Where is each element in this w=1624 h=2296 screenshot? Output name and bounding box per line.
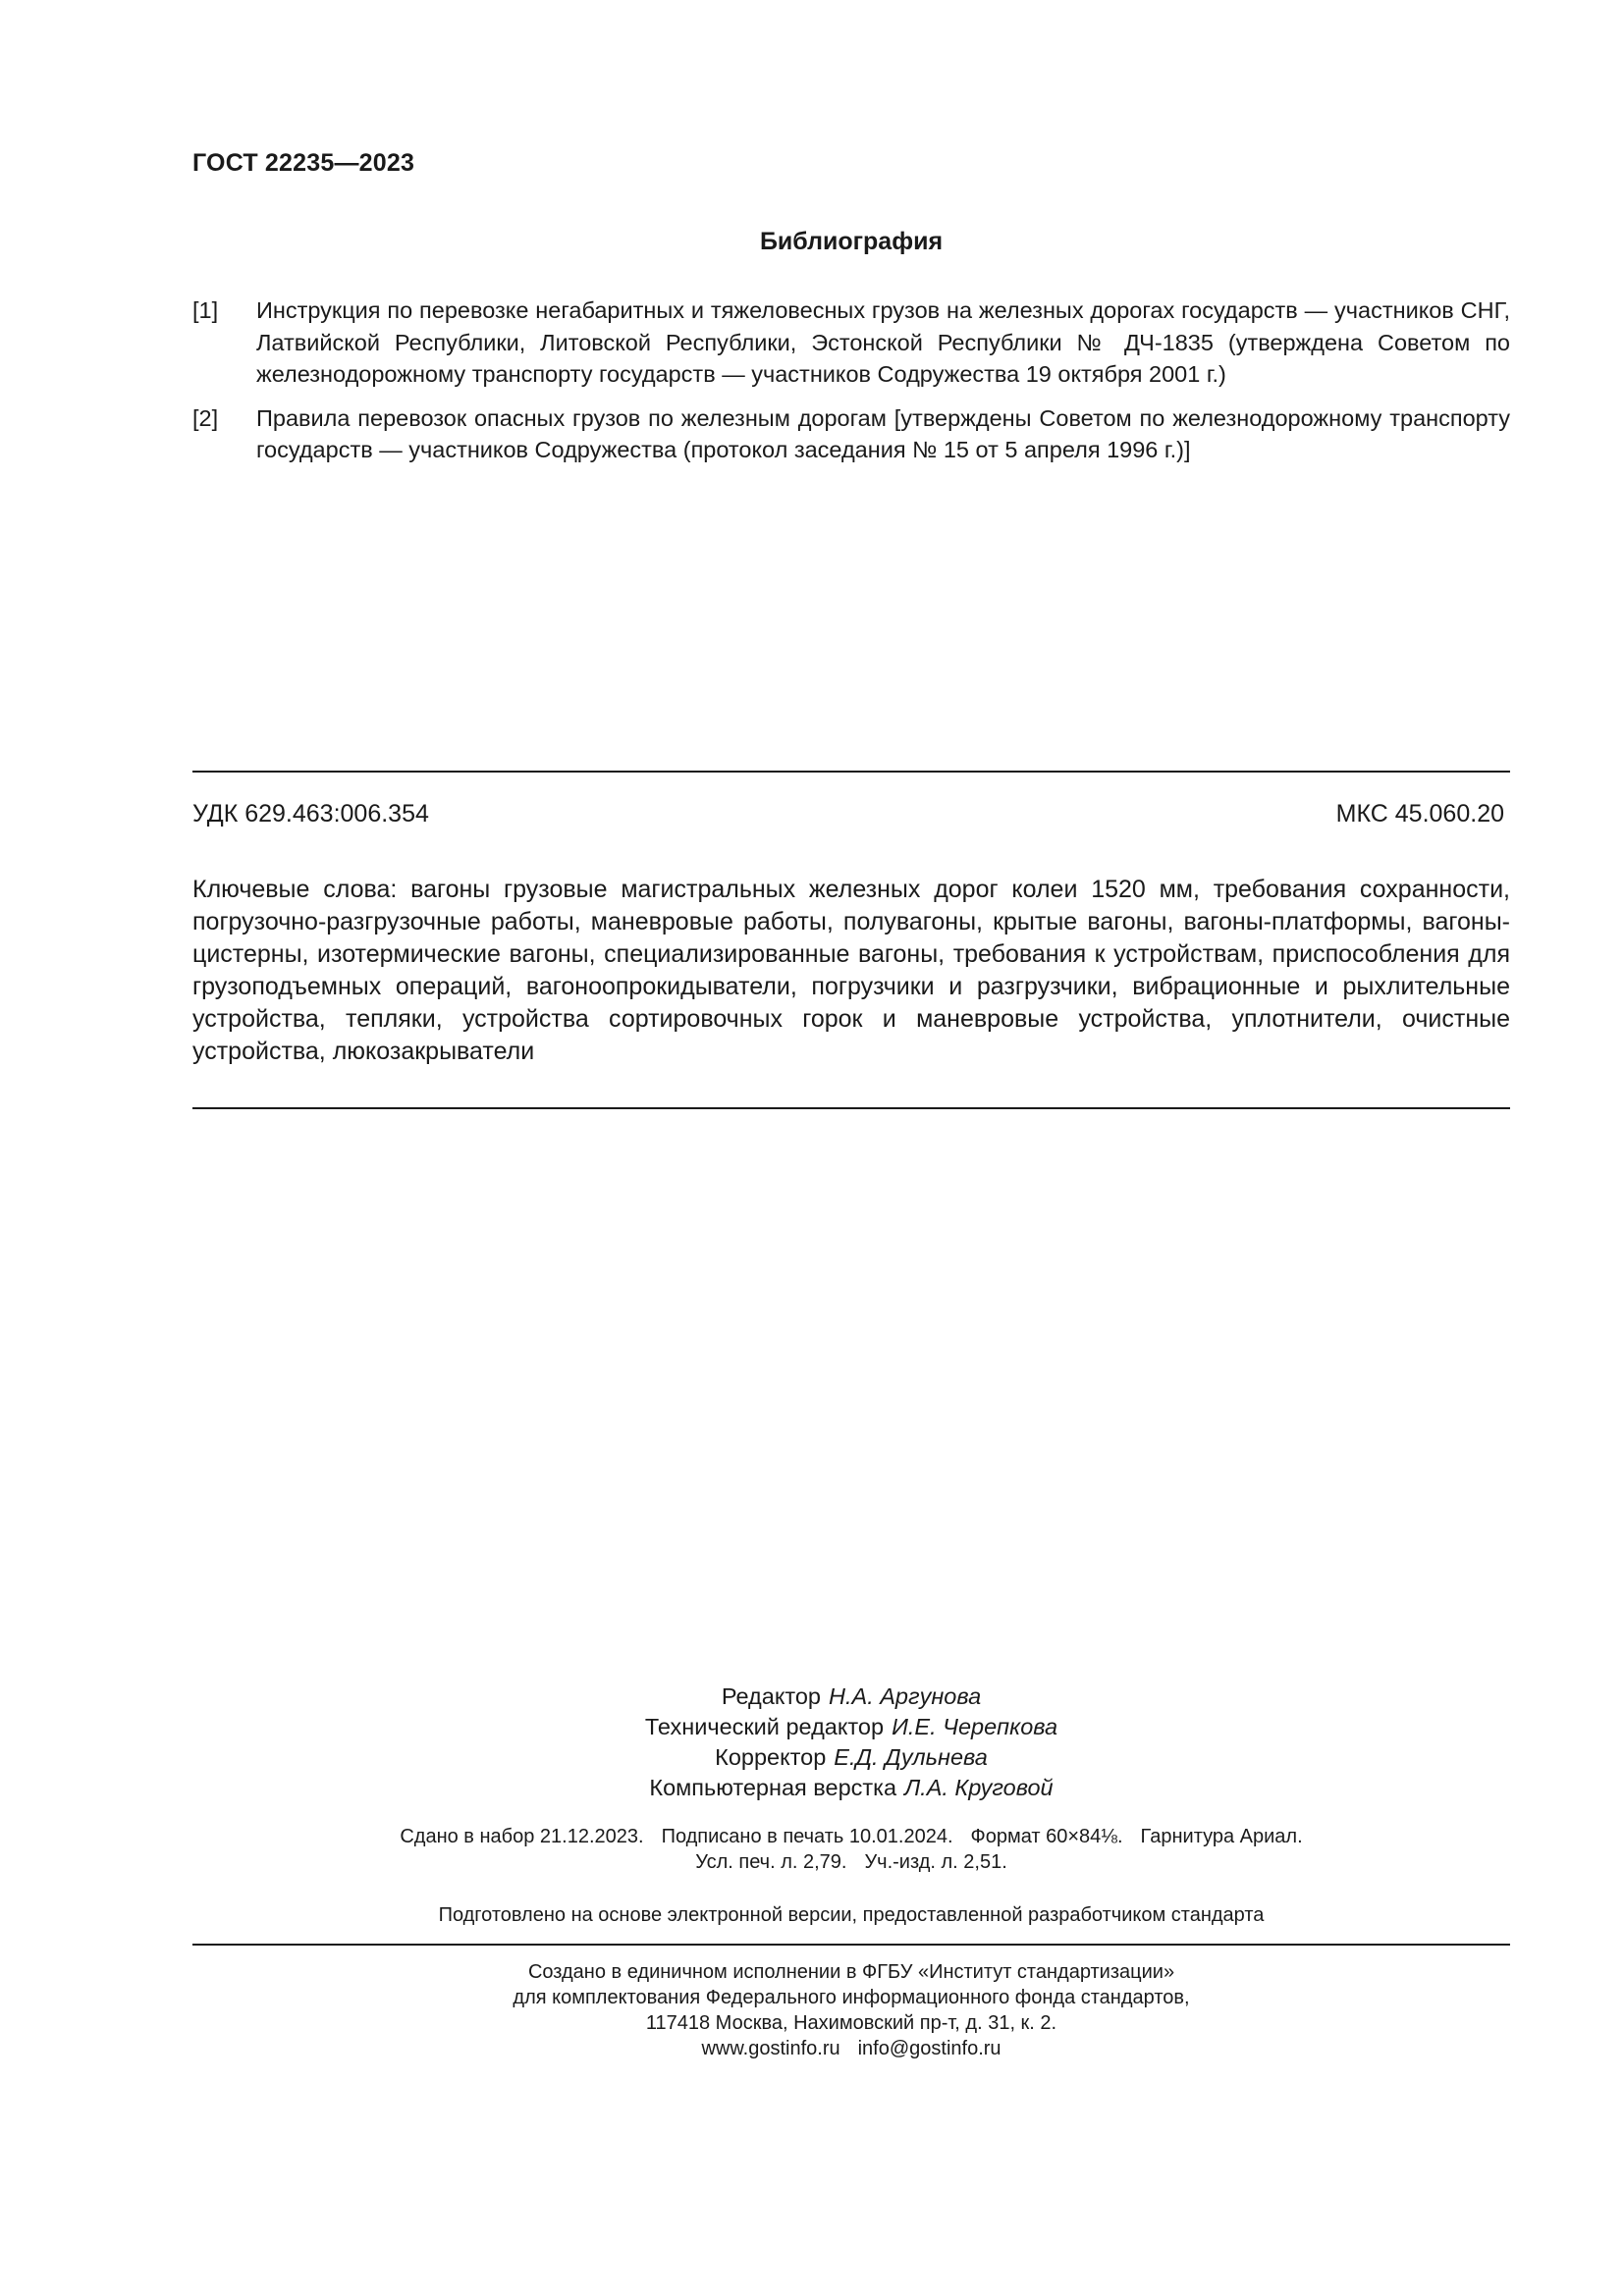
publisher-line-2: для комплектования Федерального информационного фонда стандартов, [513, 1987, 1190, 2008]
staff-role: Компьютерная верстка [649, 1775, 897, 1800]
imprint-block [192, 1824, 1510, 1875]
publisher-address: 117418 Москва, Нахимовский пр-т, д. 31, к. 2. [645, 2012, 1057, 2034]
staff-line-layout [192, 1773, 1510, 1803]
staff-name: И.Е. Черепкова [892, 1714, 1058, 1739]
keywords-paragraph: Ключевые слова: вагоны грузовые магистральных железных дорог колеи 1520 мм, требования сохранности, погрузочно-разгрузочные работы, маневровые работы, полувагоны, крытые вагоны, вагоны-платформы, вагоны-цистерны, изотермические вагоны, специализированные вагоны, требования к устройствам, приспособления для грузоподъемных операций, вагоноопрокидыватели, погрузчики и разгрузчики, вибрационные и рыхлительные устройства, тепляки, устройства сортировочных горок и маневровые устройства, уплотнители, очистные устройства, люкозакрыватели [192, 876, 1510, 1065]
bibliography-title: Библиография [759, 228, 944, 255]
bibliography-item-number: [1] [192, 297, 219, 323]
imprint-typeset: Сдано в набор 21.12.2023. [400, 1826, 644, 1847]
bibliography-item [192, 402, 1510, 466]
publisher-email-link[interactable]: info@gostinfo.ru [857, 2038, 1001, 2059]
staff-line-editor [192, 1682, 1510, 1712]
divider-keywords [192, 1107, 1510, 1109]
staff-line-proofreader [192, 1742, 1510, 1773]
imprint-line-1 [192, 1824, 1510, 1849]
imprint-publ-sheets: Уч.-изд. л. 2,51. [864, 1851, 1007, 1873]
divider-top [192, 771, 1510, 773]
publisher-line-1: Создано в единичном исполнении в ФГБУ «Институт стандартизации» [527, 1961, 1175, 1983]
publisher-block [192, 1959, 1510, 2061]
publisher-website-link[interactable]: www.gostinfo.ru [701, 2038, 840, 2059]
staff-name: Л.А. Круговой [904, 1775, 1054, 1800]
staff-role: Корректор [715, 1744, 827, 1770]
editorial-staff [192, 1682, 1510, 1803]
staff-name: Е.Д. Дульнева [834, 1744, 988, 1770]
imprint-print-sheets: Усл. печ. л. 2,79. [695, 1851, 847, 1873]
staff-line-tech-editor [192, 1712, 1510, 1742]
staff-role: Технический редактор [644, 1714, 885, 1739]
divider-bottom [192, 1944, 1510, 1946]
imprint-format: Формат 60×84⅛. [970, 1826, 1123, 1847]
standard-number: ГОСТ 22235—2023 [192, 149, 415, 177]
publisher-contacts [192, 2036, 1510, 2061]
imprint-line-2 [192, 1849, 1510, 1875]
imprint-font: Гарнитура Ариал. [1140, 1826, 1303, 1847]
bibliography-item-text: Инструкция по перевозке негабаритных и тяжеловесных грузов на железных дорогах государств — участников СНГ, Латвийской Республики, Литовской Республики, Эстонской Республики № ДЧ-1835 (утверждена Советом по железнодорожному транспорту государств — участников Содружества 19 октября 2001 г.) [256, 297, 1510, 387]
classification-row [192, 800, 1504, 828]
bibliography-item [192, 294, 1510, 391]
imprint-signed: Подписано в печать 10.01.2024. [661, 1826, 953, 1847]
mks-code: МКС 45.060.20 [1335, 800, 1504, 828]
prepared-note: Подготовлено на основе электронной версии, предоставленной разработчиком стандарта [438, 1904, 1265, 1926]
bibliography-item-text: Правила перевозок опасных грузов по железным дорогам [утверждены Советом по железнодорожному транспорту государств — участников Содружества (протокол заседания № 15 от 5 апреля 1996 г.)] [256, 404, 1510, 462]
bibliography-item-number: [2] [192, 404, 219, 431]
bibliography-list [192, 294, 1510, 478]
staff-role: Редактор [721, 1683, 822, 1709]
udk-code: УДК 629.463:006.354 [192, 800, 429, 828]
staff-name: Н.А. Аргунова [829, 1683, 982, 1709]
